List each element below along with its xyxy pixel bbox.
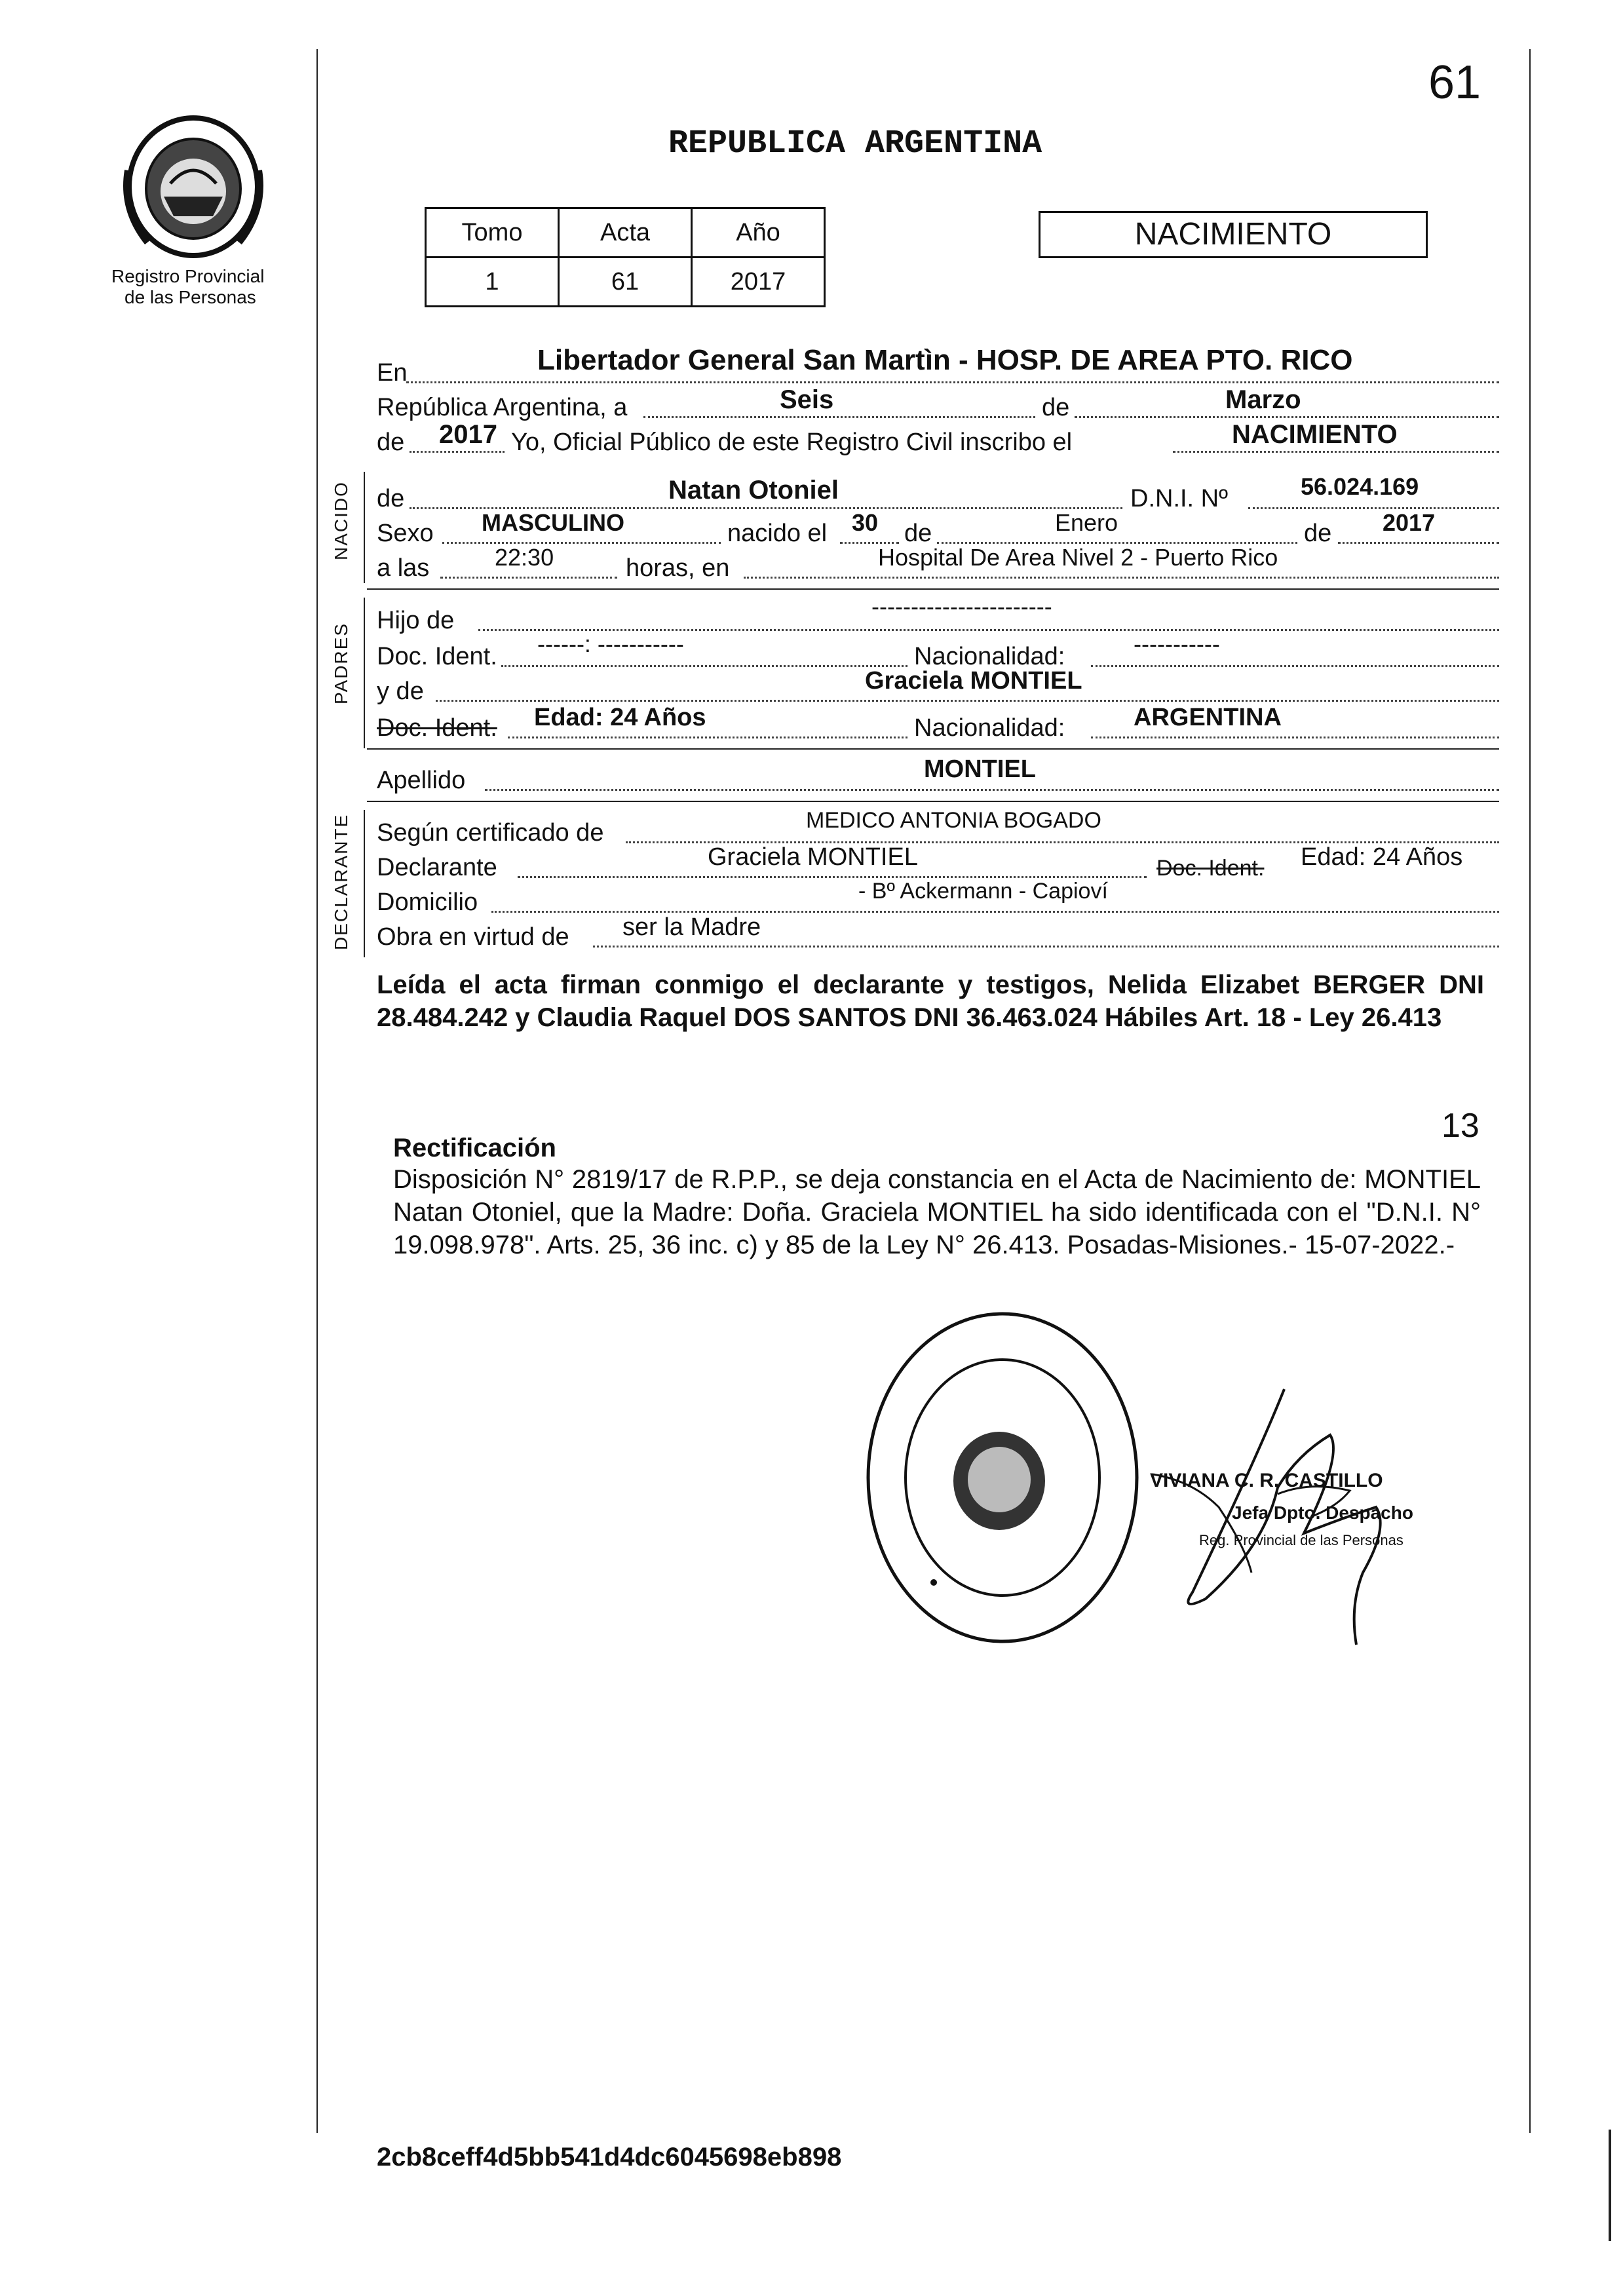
nacido-bracket	[364, 472, 365, 583]
hour-value: 22:30	[495, 544, 554, 571]
name-value: Natan Otoniel	[668, 476, 839, 505]
province-logo	[115, 111, 272, 262]
doc-ident-struck: Doc. Ident.	[377, 714, 497, 742]
year-value: 2017	[439, 420, 497, 449]
birth-month-value: Enero	[1055, 509, 1118, 536]
nacido-label: NACIDO	[331, 481, 351, 560]
dni-label: D.N.I. Nº	[1130, 485, 1228, 512]
apellido-dots	[485, 789, 1499, 791]
declarante-bracket	[364, 810, 365, 957]
nacionalidad2-value: ARGENTINA	[1134, 704, 1282, 731]
stamp-line1: VIVIANA C. R. CASTILLO	[1150, 1470, 1383, 1491]
en-value: Libertador General San Martìn - HOSP. DE AREA PTO. RICO	[537, 344, 1353, 376]
sexo-value: MASCULINO	[482, 509, 624, 536]
testigos-text: Leída el acta firman conmigo el declarante y testigos, Nelida Elizabet BERGER DNI 28.484.242 y Claudia Raquel DOS SANTOS DNI 36.463.024 Hábiles Art. 18 - Ley 26.413	[377, 970, 1484, 1032]
republica-label: República Argentina, a	[377, 394, 628, 421]
registry-name-line2: de las Personas	[124, 287, 256, 307]
year-dots	[410, 451, 505, 453]
en-dots	[406, 381, 1499, 383]
domicilio-value: - Bº Ackermann - Capioví	[858, 879, 1108, 904]
place-value: Hospital De Area Nivel 2 - Puerto Rico	[878, 544, 1278, 571]
doc-ident-label: Doc. Ident.	[377, 643, 497, 670]
certificado-value: MEDICO ANTONIA BOGADO	[806, 808, 1101, 833]
padres-bracket	[364, 598, 365, 748]
day-value: Seis	[780, 385, 834, 414]
birth-year-value: 2017	[1383, 509, 1436, 536]
anio-header: Año	[692, 208, 825, 258]
en-label: En	[377, 359, 408, 387]
acta-type: NACIMIENTO	[1134, 217, 1332, 252]
declarante-edad-value: Edad: 24 Años	[1301, 843, 1463, 871]
nacionalidad1-dots	[1091, 665, 1499, 667]
nacido-el-label: nacido el	[727, 520, 828, 547]
nacionalidad2-label: Nacionalidad:	[914, 714, 1065, 742]
declarante-doc-struck: Doc. Ident.	[1156, 856, 1265, 881]
acta-header: Acta	[559, 208, 692, 258]
dni-dots	[1248, 507, 1499, 509]
padres-label: PADRES	[331, 622, 351, 704]
apellido-separator	[367, 801, 1499, 802]
inscribo-text: Yo, Oficial Público de este Registro Civil inscribo el	[511, 429, 1073, 456]
certificado-label: Según certificado de	[377, 819, 604, 847]
place-dots	[744, 577, 1499, 579]
registry-name-line1: Registro Provincial	[111, 266, 265, 286]
y-de-value: Graciela MONTIEL	[865, 667, 1082, 695]
obra-label: Obra en virtud de	[377, 923, 569, 951]
y-de-label: y de	[377, 678, 424, 705]
a-las-label: a las	[377, 554, 430, 582]
month-value: Marzo	[1225, 385, 1301, 414]
right-margin-line	[1529, 49, 1531, 2133]
stamp-line3: Reg. Provincial de las Personas	[1199, 1532, 1403, 1548]
signature	[1114, 1376, 1428, 1651]
acta-table	[425, 207, 826, 307]
day-dots	[643, 416, 1035, 418]
month-dots	[1075, 416, 1499, 418]
declarante-label: DECLARANTE	[331, 813, 351, 950]
edad-dots	[508, 737, 907, 738]
doc-ident-value: ------: -----------	[537, 630, 684, 657]
horas-en-label: horas, en	[626, 554, 730, 582]
hour-dots	[440, 577, 617, 579]
page-number: 61	[1428, 56, 1481, 109]
declarante-dots	[518, 876, 1147, 878]
nacido-separator	[367, 588, 1499, 590]
acta-value: 61	[559, 258, 692, 307]
right-edge-mark	[1609, 2130, 1611, 2241]
nacionalidad2-dots	[1091, 737, 1499, 738]
inscribo-dots	[1173, 451, 1499, 453]
nacido-de-label: de	[377, 485, 405, 512]
apellido-value: MONTIEL	[924, 756, 1036, 783]
obra-value: ser la Madre	[622, 913, 761, 941]
left-margin-line	[316, 49, 318, 2133]
padres-edad-value: Edad: 24 Años	[534, 704, 706, 731]
birth-year-dots	[1338, 542, 1499, 544]
official-seal	[858, 1304, 1147, 1651]
sexo-label: Sexo	[377, 520, 434, 547]
anio-value: 2017	[692, 258, 825, 307]
obra-dots	[593, 946, 1499, 947]
year-prefix: de	[377, 429, 405, 456]
birth-de2-label: de	[1304, 520, 1332, 547]
y-de-dots	[436, 700, 1499, 702]
rectificacion-title: Rectificación	[393, 1134, 556, 1162]
nacionalidad1-value: -----------	[1134, 630, 1220, 657]
apellido-label: Apellido	[377, 767, 466, 794]
domicilio-dots	[491, 911, 1499, 913]
hijo-de-label: Hijo de	[377, 607, 455, 634]
hijo-de-value: -----------------------	[871, 593, 1052, 620]
page-title: REPUBLICA ARGENTINA	[668, 125, 1042, 163]
stamp-line2: Jefa Dpto. Despacho	[1232, 1502, 1413, 1523]
rectificacion-body: Disposición N° 2819/17 de R.P.P., se deja constancia en el Acta de Nacimiento de: MONTIEL Natan Otoniel, que la Madre: Doña. Graciela MONTIEL ha sido identificada con el "D.N.I. N° 19.098.978". Arts. 25, 36 inc. c) y 85 de la Ley N° 26.413. Posadas-Misiones.- 15-07-2022.-	[393, 1165, 1481, 1259]
tomo-header: Tomo	[426, 208, 559, 258]
domicilio-label: Domicilio	[377, 889, 478, 916]
declarante-value: Graciela MONTIEL	[708, 843, 918, 871]
acta-type-box	[1039, 211, 1428, 258]
doc-ident-dots	[501, 665, 907, 667]
rectificacion-number: 13	[1442, 1107, 1480, 1145]
birth-de1-label: de	[904, 520, 932, 547]
dni-value: 56.024.169	[1301, 473, 1419, 500]
de-label-1: de	[1042, 394, 1070, 421]
document-hash: 2cb8ceff4d5bb541d4dc6045698eb898	[377, 2143, 842, 2172]
sexo-dots	[442, 542, 721, 544]
inscribo-value: NACIMIENTO	[1232, 420, 1398, 449]
birth-day-value: 30	[852, 509, 879, 536]
declarante-field-label: Declarante	[377, 854, 497, 881]
tomo-value: 1	[426, 258, 559, 307]
nacionalidad1-label: Nacionalidad:	[914, 643, 1065, 670]
padres-separator	[367, 748, 1499, 750]
